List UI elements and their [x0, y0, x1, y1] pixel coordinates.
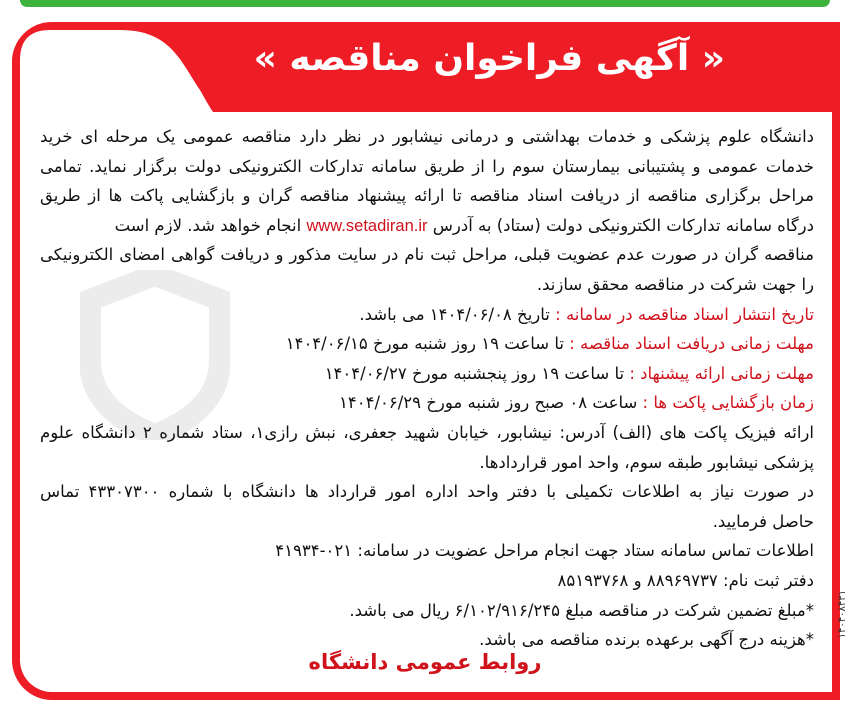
schedule-value: تاریخ ۱۴۰۴/۰۶/۰۸ می باشد. — [359, 304, 550, 324]
body-text: درگاه سامانه تدارکات الکترونیکی دولت (ستاد) به آدرس — [427, 215, 814, 235]
address-line: پزشکی نیشابور طبقه سوم، واحد امور قراردادها. — [479, 452, 814, 472]
body-line: مناقصه گران در صورت عدم عضویت قبلی، مراحل ثبت نام در سایت مذکور و دریافت گواهی امضای الکترونیکی — [40, 245, 814, 265]
schedule-bid-deadline — [40, 359, 814, 389]
info-line: دفتر ثبت نام: ۸۸۹۶۹۷۳۷ و ۸۵۱۹۳۷۶۸ — [557, 570, 814, 590]
address-line: ارائه فیزیک پاکت های (الف) آدرس: نیشابور، خیابان شهید جعفری، نبش رازی۱، ستاد شماره ۲ دانشگاه علوم — [40, 422, 814, 442]
body-text: انجام خواهد شد. لازم است — [114, 215, 307, 235]
info-line: *هزینه درج آگهی برعهده برنده مناقصه می باشد. — [479, 630, 814, 650]
schedule-docs-deadline — [40, 329, 814, 359]
info-line: اطلاعات تماس سامانه ستاد جهت انجام مراحل عضویت در سامانه: ۰۲۱-۴۱۹۳۴ — [275, 541, 814, 561]
schedule-label: مهلت زمانی ارائه پیشنهاد : — [624, 363, 814, 383]
body-line: مراحل برگزاری مناقصه از دریافت اسناد مناقصه تا ارائه پیشنهاد مناقصه گران و بازگشایی پاکت ها از طریق — [40, 186, 814, 206]
contact-line: در صورت نیاز به اطلاعات تکمیلی با دفتر واحد اداره امور قرارداد ها دانشگاه با شماره ۴۳۳۰۷۳۰۰ تماس — [40, 482, 815, 502]
top-green-bar — [20, 0, 830, 7]
schedule-value: تا ساعت ۱۹ روز پنجشنبه مورخ ۱۴۰۴/۰۶/۲۷ — [324, 363, 625, 383]
page-title: « آگهی فراخوان مناقصه » — [253, 38, 725, 79]
schedule-opening-time — [40, 388, 814, 418]
schedule-value: تا ساعت ۱۹ روز شنبه مورخ ۱۴۰۴/۰۶/۱۵ — [285, 334, 564, 354]
schedule-label: مهلت زمانی دریافت اسناد مناقصه : — [564, 334, 814, 354]
signature: روابط عمومی دانشگاه — [308, 650, 542, 674]
body-line — [40, 211, 814, 241]
schedule-label: زمان بازگشایی پاکت ها : — [637, 393, 814, 413]
ad-body — [40, 122, 814, 655]
schedule-publish-date — [40, 300, 814, 330]
contact-line: حاصل فرمایید. — [712, 511, 814, 531]
setadiran-link[interactable]: www.setadiran.ir — [306, 216, 428, 235]
header-curve-cutout — [20, 30, 220, 112]
body-line: خدمات عمومی و پشتیبانی بیمارستان سوم را از طریق سامانه تدارکات الکترونیکی دولت برگزار نماید. تمامی — [40, 156, 814, 176]
side-code: ۱۴۰۴۰۸۴۳۱ — [837, 590, 848, 639]
schedule-label: تاریخ انتشار اسناد مناقصه در سامانه : — [549, 304, 814, 324]
schedule-value: ساعت ۰۸ صبح روز شنبه مورخ ۱۴۰۴/۰۶/۲۹ — [339, 393, 638, 413]
body-line: دانشگاه علوم پزشکی و خدمات بهداشتی و درمانی نیشابور در نظر دارد مناقصه عمومی یک مرحله ای خرید — [40, 127, 814, 146]
header-band — [12, 22, 840, 112]
body-line: را جهت شرکت در مناقصه محقق سازند. — [536, 274, 814, 294]
info-line: *مبلغ تضمین شرکت در مناقصه مبلغ ۶/۱۰۲/۹۱۶/۲۴۵ ریال می باشد. — [349, 600, 814, 620]
